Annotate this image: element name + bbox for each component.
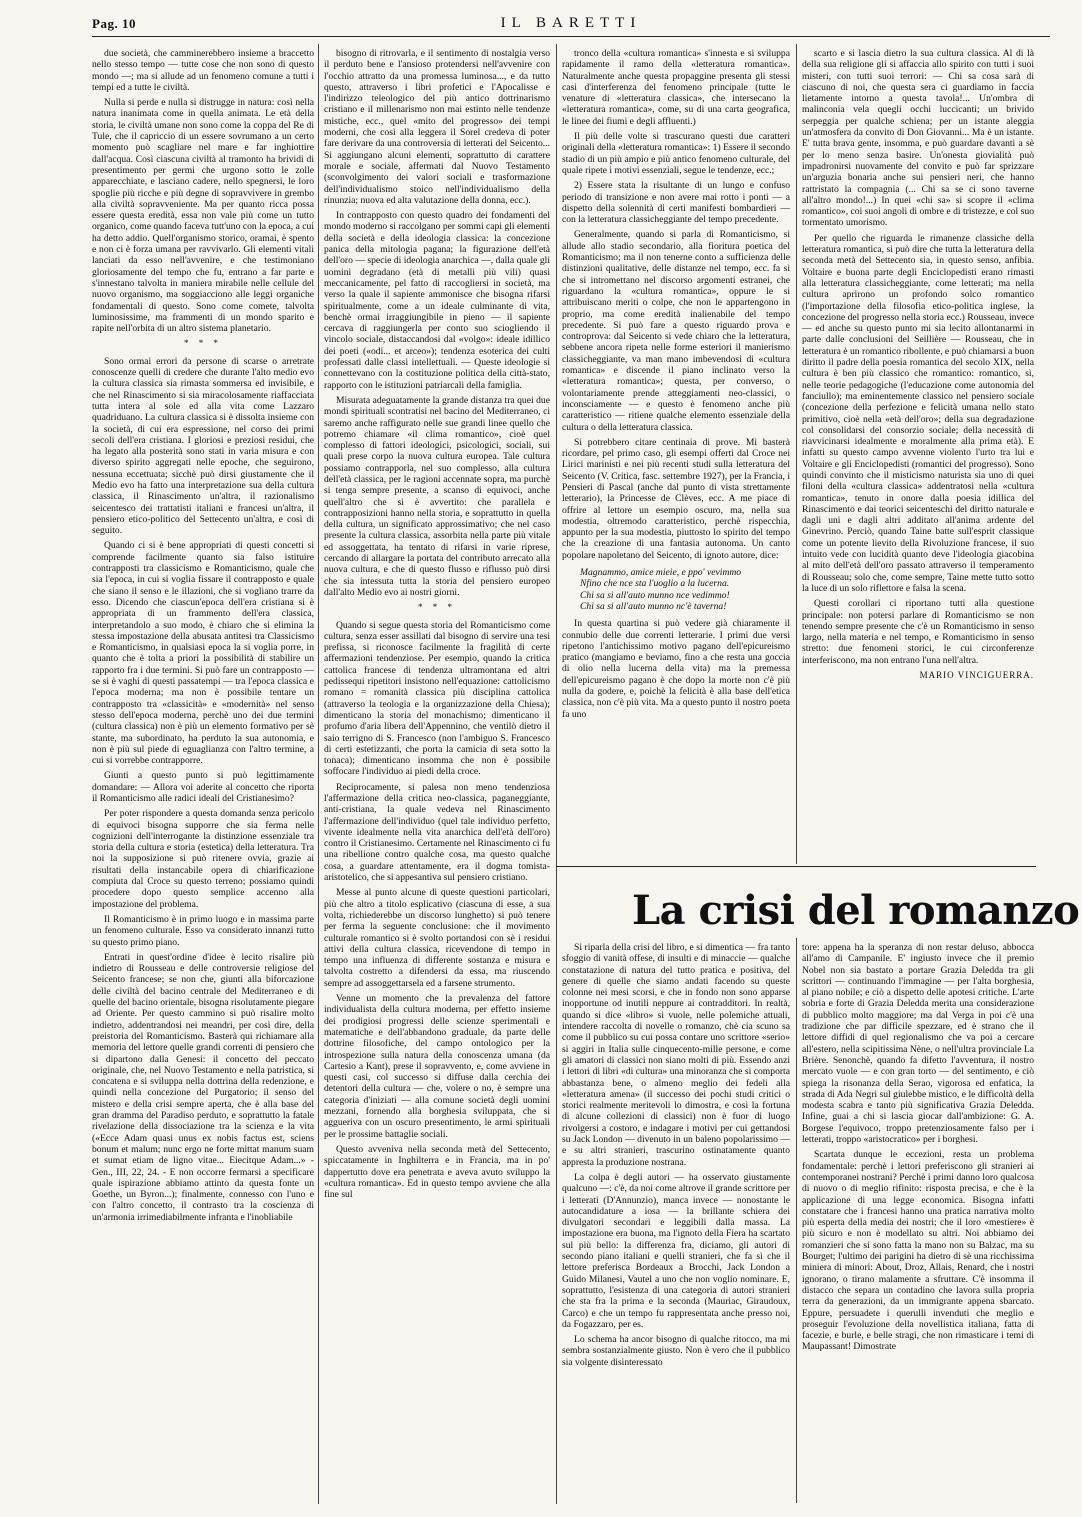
- paragraph: Nulla si perde e nulla si distrugge in natura: così nella natura inanimata come in quella animata. Le età della storia, le civiltà umane non sono come la coppa del Re di Tule, che il capriccio di un essere sovrumano a un certo momento può scagliare nel mare e far inghiottire dall'acqua. Così ciascuna civiltà al tramonto ha brividi di presentimento per germi che urgono sotto le zolle apparecchiate, e lasciano cadere, nello spegnersi, le loro spoglie più ricche e più degne di sopravvivere in grembo alla civiltà sopravveniente. Ma per quanto ricca possa essere questa eredità, essa non vale più come un tutto organico, come quando faceva tutt'uno con la epoca, a cui ha detto addio. Quell'organismo storico, oramai, è spento e non ci è forza umana per ravvivarlo. Gli elementi vitali lanciati da esso nell'avvenire, e che testimoniano gloriosamente del tempo che fu, entrano a far parte e s'innestano talvolta in maniera mirabile nelle cellule del nuovo organismo, ma soggiacciono alle leggi organiche fondamentali di questo. Sono come comete, talvolta luminosissime, ma frammenti di un mondo sparito e rapite nell'orbita di un altro sistema planetario.: [92, 97, 314, 335]
- paragraph: scarto e si lascia dietro la sua cultura classica. Al di là della sua religione gli si affaccia allo spirito con tutti i suoi misteri, con tutti suoi terrori: — Chi sa cosa sarà di ciascuno di noi, che questa sera ci guardiamo in faccia lietamente intorno a questa tavola!... Un'ombra di malinconia vela quegli occhi luccicanti; un brivido serpeggia per qualche schiena; per un istante aleggia un'atmosfera da convito di Don Giovanni... Ma è un istante. E' tutta brava gente, insomma, e può guardare davanti a sè per lo meno senza basire. Un'onesta giovialità può impadronirsi nuovamente del convito e può far sprizzare un'arguzia bonaria anche sui pensieri neri, che hanno rattristato la compagnia (... Chi sa se ci sono taverne all'altro mondo!...) In quei «chi sa» si scopre il «clima romantico», coi suoi angoli di ombre e di tristezze, e col suo tormentato umorismo.: [802, 48, 1034, 229]
- paragraph: Quando si segue questa storia del Romanticismo come cultura, senza esser assillati dal bisogno di servire una tesi prefissa, si riconosce facilmente la fragilità di certe affermazioni tendenziose. Per esempio, quando la critica cattolica francese di tendenza ultramontana ed altri pedissequi ripetitori insistono nell'equazione: cattolicismo romano = romanità classica più disciplina cattolica (attraverso la teologia e la organizzazione della Chiesa); dimenticano la storia del monachismo; dimenticano il profumo d'aria libera dell'Appennino, che ventilò dietro il saio terrigno di S. Francesco (non l'ambiguo S. Francesco di certi estetizzanti, che porta la camicia di seta sotto la tonaca); dimenticano insomma che non è possibile soffocare l'individuo ai piedi della croce.: [324, 619, 550, 778]
- paragraph: Questo avveniva nella seconda metà del Settecento, spiccatamente in Inghilterra e in Francia, ma in po' dappertutto dove era penetrata e aveva avuto sviluppo la «cultura romantica». Ed in questo tempo avviene che alla fine sul: [324, 1143, 550, 1201]
- column-2: [324, 48, 550, 1503]
- paragraph: Giunti a questo punto si può legittimamente domandare: — Allora voi aderite al concetto che riporta il Romanticismo alle radici ideali del Cristianesimo?: [92, 770, 314, 804]
- article2-column-1: [562, 942, 790, 1505]
- page-number: Pag. 10: [92, 16, 136, 31]
- paragraph: Si potrebbero citare centinaia di prove. Mi basterà ricordare, pel primo caso, gli esempi offerti dal Croce nei Lirici marinisti e nei più recenti studi sulla letteratura del Seicento (V. Critica, fasc. settembre 1927), per la Francia, i Pensieri di Pascal (anche dal punto di vista strettamente letterario), la Princesse de Clèves, ecc. A me piace di offrire al lettore un esempio oscuro, ma, nella sua modestia, oltremodo caratteristico, perchè rispecchia, appunto per la sua modestia, piuttosto lo spirito del tempo che la creazione di una fantasia autonoma. Un canto popolare napoletano del Seicento, di ignoto autore, dice:: [562, 436, 790, 561]
- masthead: [92, 14, 1050, 37]
- paragraph: tronco della «cultura romantica» s'innesta e si sviluppa rapidamente il ramo della «letteratura romantica». Naturalmente anche questa propaggine presenta gli stessi casi d'interferenza del fenomeno principale (tutte le venature di «letteratura classica», che intersecano la «letteratura romantica», come, su di una carta geografica, le linee dei fiumi e degli affluenti.): [562, 48, 790, 127]
- column-1: [92, 48, 314, 1503]
- paragraph: Scartata dunque le eccezioni, resta un problema fondamentale: perchè i lettori preferiscono gli stranieri ai contemporanei nostrani? Perchè i primi danno loro qualcosa di nuovo o di meglio rifinito: risposta precisa, e che è la applicazione di una legge economica. Bisogna infatti constatare che i francesi hanno una pratica narrativa molto più esperta della media dei nostri; che il loro «mestiere» è più sicuro e non è modellato su altri. Noi abbiamo dei romanzieri che si sono fatta la mano non su Balzac, ma su Bourget; l'ultimo dei parigini ha dietro di sè una ricchissima miniera di minori: About, Droz, Allais, Renard, che i nostri ignorano, o tirano malamente a sfruttare. C'è insomma il distacco che separa un contadino che lavora sulla propria terra da generazioni, da un immigrante appena sbarcato. Eppure, persuadete i querulli invenduti che meglio e proseguir l'evoluzione della novellistica italiana, fatta di facezie, e burle, e belle stragi, che non rimasticare i temi di Maupassant! Dimostrate: [802, 1149, 1034, 1353]
- paragraph: Misurata adeguatamente la grande distanza tra quei due mondi spirituali scontratisi nel bacino del Mediterraneo, ci saremo anche raffigurato nelle sue grandi linee quello che potremo chiamare «il clima romantico», cioè quel complesso di fattori ideologici, psicologici, sociali, sui quali prese corpo la nuova cultura europea. Tale cultura possiamo contrapporla, nel suo complesso, alla cultura dell'età classica, per le ragioni accennate sopra, ma purchè si tenga sempre presente, a scanso di equivoci, anche quell'altro che si è avvertito: che parallela e contrapposizioni hanno nella storia, e soprattutto in quella della cultura, un significato approssimativo; che nel caso presente la cultura classica, assorbita nella parte più vitale ed assoggettata, ha tentato di rifarsi in varie riprese, cercando di allargare la portata del contributo arrecato alla nuova cultura, e che di questo flusso e riflusso può dirsi che sia intessuta tutta la storia del pensiero europeo dall'alto Medio evo ai nostri giorni.: [324, 394, 550, 598]
- section-separator: * * *: [184, 338, 222, 349]
- column-rule: [796, 44, 797, 864]
- paragraph: Sono ormai errori da persone di scarse o arretrate conoscenze quelli di credere che durante l'alto medio evo la cultura classica sia rimasta sommersa ed invisibile, e che nel Rinascimento si sia miracolosamente riaffacciata tutta intera al sole ed alla vita come Lazzaro quadriduano. La cultura classica si è dissolta insieme con la società, di cui era espressione, nel corso dei primi secoli dell'era cristiana. I gloriosi e preziosi residui, che ha legato alla posterità sono stati in varia misura e con diverso spirito aggregati nelle epoche, che seguirono, nessuna eccettuata; sicchè può dirsi giustamente che il Medio evo ha fatto una interpretazione sua della cultura classica, il Rinascimento un'altra, il razionalismo seicentesco dei trattatisti italiani e francesi un'altra, il pensiero etico-politico del Settecento un'altra, e così di seguito.: [92, 355, 314, 537]
- paragraph: tore: appena ha la speranza di non restar deluso, abbocca all'amo di Campanile. E' ingiusto invece che il premio Nobel non sia bastato a portare Grazia Deledda tra gli scrittori — continuando l'immagine — per l'alta borghesia, al piano nobile; e ciò a dispetto delle apotesi critiche. L'arte sobria e forte di Grazia Deledda merita una considerazione di pubblico molto maggiore; ma dal Verga in poi c'è una tradizione che par difficile spezzare, ed è strano che il lettore diffidi di quel regionalismo che va poi a cercare all'estero, nella scipitissima Nène, o nell'ultra provinciale La Brière. Senonchè, quando fa difetto l'avventura, il nostro mercato vuole — e con gran torto — del sentimento, e ciò spiega la risonanza della Serao, vigorosa ed enfatica, la strada di Ada Negri sul giulebbe mistico, e le difficoltà della modesta scabra e tanto più significativa Grazia Deledda. Infine, guai a chi si lascia giocar dall'ambizione: G. A. Borgese l'equivoco, troppo pretenziosamente falso per i letterati, troppo «aristocratico» per i borghesi.: [802, 942, 1034, 1146]
- article-headline: La crisi del romanzo: [632, 887, 1080, 934]
- paragraph: Lo schema ha ancor bisogno di qualche ritocco, ma mi sembra sostanzialmente giusto. Non è vero che il pubblico sia volgente disinteressato: [562, 1334, 790, 1368]
- paragraph: Si riparla della crisi del libro, e si dimentica — fra tanto sfoggio di vanità offese, di insulti e di minaccie — qualche constatazione di natura del tutto pratica e positiva, del genere di quelle che siamo andati facendo su queste colonne nei mesi scorsi, e che in fondo non sono apparse inopportune od inutili neppure ai contradditori. In realtà, quando si dice «libro» si vuole, nelle polemiche attuali, intendere raccolta di novelle o romanzo, chè cia scuno sa come il pubblico su cui possa contare uno scrittore «serio» si aggiri in Italia sulle cinquecento-mille persone, e come gli amatori di classici non siano molti di più. Essendo anzi i lettori di libri «di cultura» una minoranza che si comporta abbastanza bene, o almeno meglio dei fedeli alla «letteratura amena» (il successo dei pochi studi critici o storici realmente meritevoli lo dimostra, e così la fortuna di alcune collezioni di classici) non è fuor di luogo rivolgersi a costoro, e indagare i motivi per cui gettandosi su Jack London — divenuto in un baleno popolarissimo — e su altri stranieri, trascurino ostinatamente quanto appresta la produzione nostrana.: [562, 942, 790, 1168]
- paragraph: Quando ci si è bene appropriati di questi concetti si comprende facilmente quanto sia falso istituire contrapposti tra classicismo e Romanticismo, quale che sia l'epoca, in cui si voglia fissare il contrapposto e quale che siano il senso e le illazioni, che si vogliano trarre da esso. Dicendo che ciascun'epoca dell'era cristiana si è appropriata di un frammento dell'era classica, interpretandolo a suo modo, è chiaro che si elimina la stessa impostazione della abusata antitesi tra Classicismo e Romanticismo, in qualsiasi epoca la si voglia porre, in quanto che è tolta a priori la possibilità di stabilire un rapporto fra i due termini. Si può fare un contrapposto — se si è vaghi di questi passatempi — tra l'epoca classica e l'epoca moderna; ma non è possibile tentare un contrapposto tra «classicità» e «modernità» nel senso stesso dell'epoca moderna, perchè uno dei due termini (cultura classica) non è più un elemento formativo per sè stante, ma subordinato, ha perduto la sua autonomia, e non è più sul piede di eguaglianza con l'altro termine, a cui si vorrebbe contrapporre.: [92, 540, 314, 767]
- section-separator: * * *: [418, 602, 456, 613]
- column-4: [802, 48, 1034, 863]
- column-rule: [556, 44, 557, 1504]
- paragraph: Reciprocamente, si palesa non meno tendenziosa l'affermazione della critica neo-classica, paganeggiante, anti-cristiana, la quale vedeva nel Rinascimento l'affermazione dell'individuo (quel tale individuo perfetto, vivente idealmente nella vita anarchica dell'età dell'oro) contro il Cristianesimo. Certamente nel Rinascimento ci fu una ribellione contro qualche cosa, ma questo qualche cosa, a guardare attentamente, era il dogma tomista-aristotelico, che si appesantiva sul pensiero cristiano.: [324, 781, 550, 884]
- verse-line: Chi sa si all'auto munno nce vedimmo!: [580, 589, 730, 601]
- verse-line: Chi sa si all'auto munno nc'è taverna!: [580, 600, 727, 612]
- verse-line: Nfino che nce sta l'uoglio a la lucerna.: [580, 578, 730, 590]
- column-rule: [318, 44, 319, 1504]
- article2-column-2: [802, 942, 1034, 1505]
- paragraph: In questa quartina si può vedere già chiaramente il connubio delle due correnti letterarie. I primi due versi ripetono l'antichissimo motivo pagano dell'epicureismo pratico (mangiamo e beviamo, fino a che resta una goccia di olio nella lucerna della vita) ma la premessa dell'epicureismo pagano è che dopo la morte non c'è più nulla da godere, e, poichè la felicità è alla base dell'etica classica, non c'è più vita. Ma a questo punto il nostro poeta fa uno: [562, 618, 790, 720]
- paragraph: La colpa è degli autori — ha osservato giustamente qualcuno —: c'è, da noi come altrove il grande scrittore per i letterati (D'Annunzio), manca invece — nonostante le autocandidature a iosa — la brillante schiera dei divulgatori secondari e leggibili dalla massa. La impostazione era buona, ma l'ignoto della Fiera ha scartato sul più bello: la differenza fra, diciamo, gli autori di secondo piano italiani e quelli stranieri, che fa sì che il lettore preferisca Bordeaux a Brocchi, Jack London a Guido Milanesi, Vautel a uno che non voglio nominare. E, soprattutto, l'esistenza di una categoria di autori stranieri che sta fra la prima e la seconda (Mauriac, Giraudoux, Carco) e che un tempo fu rappresentata anche presso noi, da Fogazzaro, per es.: [562, 1171, 790, 1330]
- paragraph: In contrapposto con questo quadro dei fondamenti del mondo moderno si raccolgano per sommi capi gli elementi della società e della ideologia classica: la concezione panica della mitologia pagana; la figurazione dell'età dell'oro — specie di ideologia anarchica —, dalla quale gli uomini degradano (età di metalli più vili) quasi meccanicamente, pel fatto di raccogliersi in società, ma verso la quale il sapiente ammonisce che bisogna rifarsi spiritualmente, come a un ideale culminante di vita, benchè ormai irraggiungibile in pieno — il sapiente cercava di raggiungerla per conto suo sciogliendo il vincolo sociale, distaccandosi dal «volgo»: ideale idillico dei poeti («odi... et arceo»); tendenza esoterica dei culti professati dalle classi intellettuali. — Queste ideologie si connettevano con la costituzione politica della città-stato, rapporto con le istituzioni patriarcali della famiglia.: [324, 210, 550, 391]
- column-rule: [796, 938, 797, 1503]
- paragraph: 2) Essere stata la risultante di un lungo e confuso periodo di transizione e non avere mai rotto i ponti — a dispetto della solennità di certi manifesti bombardieri — con la letteratura classicheggiante del tempo precedente.: [562, 180, 790, 226]
- verse-quatrain: [580, 567, 790, 612]
- paragraph: Per poter rispondere a questa domanda senza pericolo di equivoci bisogna supporre che sia ferma nelle cognizioni dell'interrogante la distinzione essenziale tra storia della cultura e storia (estetica) della letteratura. Tra noi la supposizione si può ritenere ovvia, grazie ai risultati della instancabile opera di chiarificazione compiuta dal Croce su questo terreno; possiamo quindi procedere dopo questo semplice accenno alla impostazione del problema.: [92, 808, 314, 910]
- paragraph: Il Romanticismo è in primo luogo e in massima parte un fenomeno culturale. Esso va considerato innanzi tutto su questo primo piano.: [92, 913, 314, 948]
- column-3: [562, 48, 790, 863]
- paragraph: Entrati in quest'ordine d'idee è lecito risalire più indietro di Rousseau e delle controversie religiose del Seicento francese; se non che, giunti alla biforcazione delle civiltà del bacino centrale del Mediterraneo e di quelle del bacino orientale, bisogna risolutamente piegare ad Oriente. Per questo cammino si può risalire molto indietro, addentrandosi nei meandri, per così dire, della preistoria del Romanticismo. Basterà qui richiamare alla memoria del lettore quelle grandi correnti di pensiero che si dipartono dalla Genesi: il concetto del peccato originale, che, nel Nuovo Testamento e nella patristica, si concatena e si sviluppa nella dottrina della redenzione, e quindi nella concezione del Purgatorio; il senso del mistero e della crisi sempre aperta, che è alla base del gran dramma del Paradiso perduto, e soprattutto la fatale rivelazione della dissociazione tra la scienza e la vita («Ecce Adam quasi unus ex nobis factus est, sciens bonum et malum; nunc ergo ne forte mittat manum suam et sumat etiam de ligno vitae... Eiecitque Adam...» - Gen., III, 22, 24. - E non occorre fermarsi a specificare quale ispirazione abbiamo attinto da questa fonte un Goethe, un Byron...); finalmente, connesso con l'uno e con l'altro concetto, il contrasto tra la coscienza di un'armonia irrimediabilmente infranta e l'inobliabile: [92, 951, 314, 1223]
- journal-title: IL BARETTI: [500, 15, 642, 31]
- paragraph: due società, che camminerebbero insieme a braccetto nello stesso tempo — tutte cose che non sono di questo mondo —; ma si allude ad un fenomeno comune a tutti i tempi ed a tutte le civiltà.: [92, 48, 314, 93]
- verse-line: Magnammo, amice mieie, e ppo' vevimmo: [580, 567, 742, 579]
- author-signature: MARIO VINCIGUERRA.: [919, 670, 1034, 681]
- paragraph: bisogno di ritrovarla, e il sentimento di nostalgia verso il perduto bene e l'ansioso protendersi nell'avvenire con l'occhio attratto da una promessa luminosa..., e da tutto questo, attraverso i libri profetici e l'Apocalisse e l'indirizzo teleologico del più antico dottrinarismo cristiano e il millenarismo non mai estinto nelle tendenze mistiche, ecc., quel «mito del progresso» dei tempi moderni, che così alla leggera il Sorel credeva di poter fare derivare da una controversia di letterati del Seicento... Si aggiungano alcuni elementi, soprattutto di carattere morale e sociale, affermati dal Nuovo Testamento (sconvolgimento dei valori sociali e trasformazione dell'individualismo stoico nell'individualismo della rinunzia; nuova ed alta valutazione della donna, ecc.).: [324, 48, 550, 206]
- paragraph: Questi corollari ci riportano tutti alla questione principale: non potersi parlare di Romanticismo se non tenendo sempre presente che c'è un Romanticismo in senso largo, nella materia e nel tempo, e Romanticismo in senso stretto: due fenomeni storici, le cui circonferenze interferiscono, ma non entrano l'una nell'altra.: [802, 598, 1034, 666]
- paragraph: Per quello che riguarda le rimanenze classiche della letteratura romantica, si può dire che tutta la letteratura della seconda metà del Settecento sia, in questo senso, anfibia. Voltaire e buona parte degli Enciclopedisti erano rimasti alla letteratura classicheggiante, come letterati; ma nella cultura aprirono un profondo solco romantico (l'importazione della filosofia etico-politica inglese, la concezione del progresso nella storia ecc.) Rousseau, invece — ed anche su questo punto mi sia lecito allontanarmi in parte dalle conclusioni del Seillière — Rousseau, che in letteratura è un romantico ribollente, e può chiamarsi a buon diritto il padre della poesia romantica del secolo XIX, nella cultura è ben più classico che romantico: romantico, sì, nelle teorie pedagogiche (l'educazione come autonomia del fanciullo); ma eminentemente classico nel pensiero sociale (concezione della perfezione e felicità umana nello stato primitivo, cioè nella «età dell'oro»; della sua degradazione col consolidarsi del consorzio sociale; della necessità di riavvicinarsi idealmente e moralmente alla prima età). E infatti su questo campo avvenne violento l'urto tra lui e Voltaire e gli Enciclopedisti (romantici del progresso). Sono quindi convinto che il misticismo naturista sia uno di quei filoni della «cultura classica» addentratosi nella «cultura romantica», tenuto in onore dalla poesia idillica del Rinascimento e dai teorici seicenteschi del diritto naturale e dagli uni e dagli altri additato all'anima ardente del Ginevrino. Perciò, quando Taine batte sull'esprit classique come un potente lievito della Rivoluzione francese, il suo intuito vede con lucidità quanto deve l'ideologia giacobina al mito dell'età dell'oro passato attraverso il temperamento di Rousseau; solo che, come sempre, Taine mette tutto sotto la luce di un solo riflettore e falsa la scena.: [802, 232, 1034, 594]
- paragraph: Generalmente, quando si parla di Romanticismo, si allude allo stadio secondario, alla fioritura poetica del Romanticismo; ma il non tenerne conto a sufficienza delle distinzioni qualitative, delle distanze nel tempo, ecc. fa sì che si intromettano nel discorso argomenti estranei, che riguardano la «cultura romantica», oppure le si attribuiscano meriti o colpe, che non le appartengono in proprio, ma come eredità inalienabile del tempo precedente. Si può fare a questo riguardo prova e controprova: dal Seicento si vede chiaro che la letteratura, sebbene ancora ripeta nelle forme esteriori il manierismo classicheggiante, va man mano imbevendosi di «cultura romantica» e discende il piano inclinato verso la «letteratura romantica»; questa, per converso, o volontariamente prende atteggiamenti neo-classici, o inconsciamente — e questo è fenomeno anche più caratteristico — ritiene qualche elemento essenziale della cultura o della letteratura classica.: [562, 229, 790, 433]
- article-divider: [556, 866, 1036, 867]
- paragraph: Messe al punto alcune di queste questioni particolari, più che altro a titolo esplicativo (ciascuna di esse, a sua volta, richiederebbe un discorso lunghetto) si può tenere per ferma la seguente conclusione: che il movimento culturale romantico si è svolto portandosi con sè i residui attivi della cultura classica, ricevendone di tempo in tempo una influenza di differente sostanza e misura e talvolta costretto a difendersi da essa, ma riuscendo sempre ad assoggettarsela ed a farsene strumento.: [324, 887, 550, 989]
- paragraph: Venne un momento che la prevalenza del fattore individualista della cultura moderna, per effetto insieme dei prodigiosi progressi delle scienze sperimentali e matematiche e dell'abbandono graduale, da parte delle dottrine filosofiche, del campo ontologico per la introspezione sulla natura della conoscenza umana (da Cartesio a Kant), prese il sopravvento, e, come avviene in questi casi, col successo si diffuse dalla cerchia dei detentori della cultura — che, volere o no, è sempre una categoria d'iniziati — alla comune società degli uomini mezzani, fornendo alla borghesia sviluppata, che si aggueriva con un oscuro presentimento, le armi spirituali per le prossime battaglie sociali.: [324, 993, 550, 1140]
- paragraph: Il più delle volte si trascurano questi due caratteri originali della «letteratura romantica»: 1) Essere il secondo stadio di un più ampio e più antico fenomeno culturale, del quale ripete i motivi essenziali, segue le tendenze, ecc.;: [562, 131, 790, 176]
